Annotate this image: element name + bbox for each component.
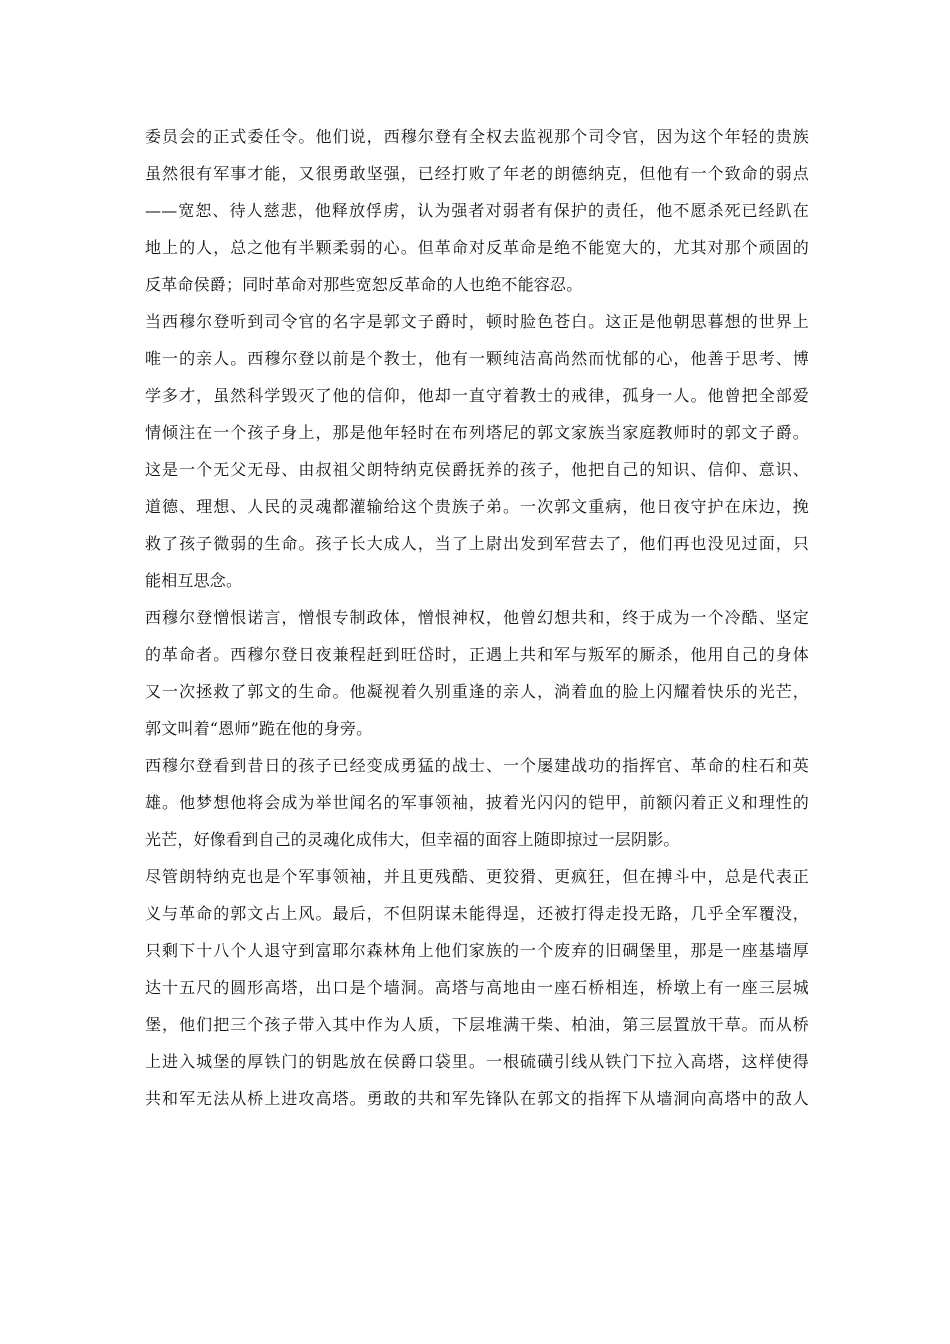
text-line: 道德、理想、人民的灵魂都灌输给这个贵族子弟。一次郭文重病，他日夜守护在床边，挽 <box>145 497 809 516</box>
text-line: 雄。他梦想他将会成为举世闻名的军事领袖，披着光闪闪的铠甲，前额闪着正义和理性的 <box>145 793 809 812</box>
text-line: 郭文叫着“恩师”跪在他的身旁。 <box>145 719 373 738</box>
text-line: 西穆尔登憎恨诺言，憎恨专制政体，憎恨神权，他曾幻想共和，终于成为一个冷酷、坚定 <box>145 608 809 627</box>
text-line: ——宽恕、待人慈悲，他释放俘虏，认为强者对弱者有保护的责任，他不愿杀死已经趴在 <box>145 201 809 220</box>
text-line: 唯一的亲人。西穆尔登以前是个教士，他有一颗纯洁高尚然而忧郁的心，他善于思考、博 <box>145 349 809 368</box>
text-line: 共和军无法从桥上进攻高塔。勇敢的共和军先锋队在郭文的指挥下从墙洞向高塔中的敌人 <box>145 1089 809 1108</box>
text-line: 又一次拯救了郭文的生命。他凝视着久别重逢的亲人，淌着血的脸上闪耀着快乐的光芒， <box>145 682 809 701</box>
text-line: 尽管朗特纳克也是个军事领袖，并且更残酷、更狡猾、更疯狂，但在搏斗中，总是代表正 <box>145 867 809 886</box>
text-line: 达十五尺的圆形高塔，出口是个墙洞。高塔与高地由一座石桥相连，桥墩上有一座三层城 <box>145 978 809 997</box>
text-line: 的革命者。西穆尔登日夜兼程赶到旺岱时，正遇上共和军与叛军的厮杀，他用自己的身体 <box>145 645 809 664</box>
text-line: 救了孩子微弱的生命。孩子长大成人，当了上尉出发到军营去了，他们再也没见过面，只 <box>145 534 809 553</box>
text-line: 反革命侯爵；同时革命对那些宽恕反革命的人也绝不能容忍。 <box>145 275 583 294</box>
text-line: 能相互思念。 <box>145 571 243 590</box>
text-line: 光芒，好像看到自己的灵魂化成伟大，但幸福的面容上随即掠过一层阴影。 <box>145 830 680 849</box>
text-line: 西穆尔登看到昔日的孩子已经变成勇猛的战士、一个屡建战功的指挥官、革命的柱石和英 <box>145 756 809 775</box>
text-line: 当西穆尔登听到司令官的名字是郭文子爵时，顿时脸色苍白。这正是他朝思暮想的世界上 <box>145 312 809 331</box>
text-line: 堡，他们把三个孩子带入其中作为人质，下层堆满干柴、柏油，第三层置放干草。而从桥 <box>145 1015 809 1034</box>
text-line: 这是一个无父无母、由叔祖父朗特纳克侯爵抚养的孩子，他把自己的知识、信仰、意识、 <box>145 460 809 479</box>
text-line: 委员会的正式委任令。他们说，西穆尔登有全权去监视那个司令官，因为这个年轻的贵族 <box>145 127 809 146</box>
text-line: 虽然很有军事才能，又很勇敢坚强，已经打败了年老的朗德纳克，但他有一个致命的弱点 <box>145 164 809 183</box>
text-line: 学多才，虽然科学毁灭了他的信仰，他却一直守着教士的戒律，孤身一人。他曾把全部爱 <box>145 386 809 405</box>
text-line: 义与革命的郭文占上风。最后，不但阴谋未能得逞，还被打得走投无路，几乎全军覆没， <box>145 904 809 923</box>
text-line: 地上的人，总之他有半颗柔弱的心。但革命对反革命是绝不能宽大的，尤其对那个顽固的 <box>145 238 809 257</box>
text-line: 上进入城堡的厚铁门的钥匙放在侯爵口袋里。一根硫磺引线从铁门下拉入高塔，这样使得 <box>145 1052 809 1071</box>
text-line: 只剩下十八个人退守到富耶尔森林角上他们家族的一个废弃的旧碉堡里，那是一座基墙厚 <box>145 941 809 960</box>
body-text <box>145 118 809 1117</box>
text-line: 情倾注在一个孩子身上，那是他年轻时在布列塔尼的郭文家族当家庭教师时的郭文子爵。 <box>145 423 809 442</box>
